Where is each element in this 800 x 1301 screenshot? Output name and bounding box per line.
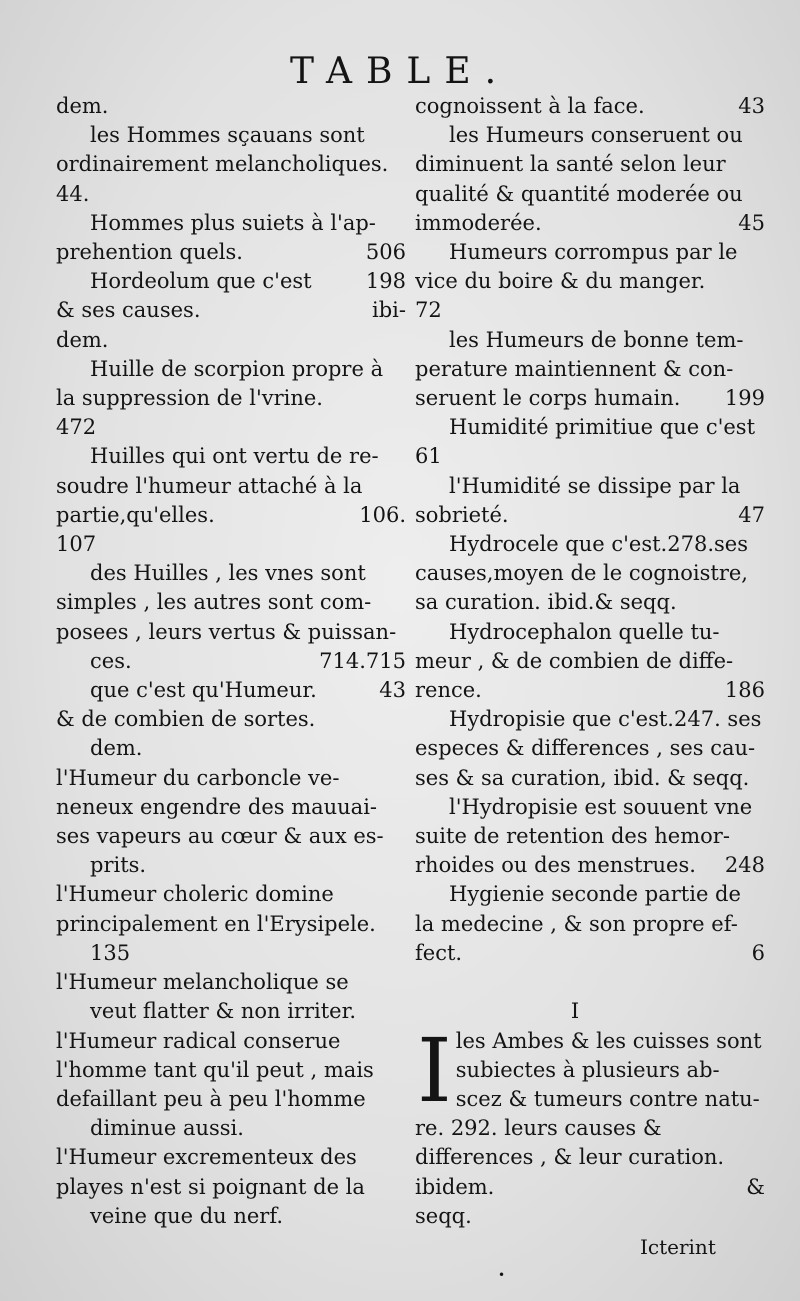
entry-text: prehention quels. — [56, 240, 243, 265]
text-line: ordinairement melancholiques. — [56, 152, 389, 177]
page-ref: 6 — [751, 940, 765, 965]
text-line — [415, 851, 765, 880]
text-line: les Humeurs conseruent ou — [449, 123, 743, 148]
text-line: l'Humeur radical conserue — [56, 1028, 341, 1053]
text-line: especes & differences , ses cau- — [415, 736, 756, 761]
page-ref: 45 — [738, 210, 765, 235]
entry-text: playes n'est si poignant de la — [56, 1174, 365, 1199]
text-line: Humidité primitiue que c'est — [449, 415, 756, 440]
entry-text: ses vapeurs au cœur & aux es- — [56, 824, 384, 849]
text-line: ses & sa curation, ibid. & seqq. — [415, 765, 750, 790]
text-line: les Hommes sçauans sont — [90, 123, 365, 148]
entry-text: & ses causes. — [56, 298, 201, 323]
text-line — [56, 676, 406, 705]
text-line — [56, 968, 406, 997]
entry-text: cognoissent à la face. — [415, 94, 645, 118]
entry-text: que c'est qu'Humeur. — [90, 678, 317, 703]
text-line: des Huilles , les vnes sont — [90, 561, 366, 586]
text-line: 44. — [56, 181, 90, 206]
text-line: l'Humeur excrementeux des — [56, 1145, 357, 1170]
text-line — [56, 1085, 406, 1114]
entry-text: posees , leurs vertus & puissan- — [56, 619, 397, 644]
text-line: meur , & de combien de diffe- — [415, 648, 734, 673]
text-line — [56, 822, 406, 851]
text-line: Huille de scorpion propre à — [90, 356, 384, 381]
text-line: causes,moyen de le cognoistre, — [415, 561, 748, 586]
text-line: 107 — [56, 532, 97, 557]
text-line: prits. — [90, 853, 147, 878]
text-line — [415, 968, 765, 997]
entry-text: defaillant peu à peu l'homme — [56, 1086, 366, 1111]
text-line: Hygienie seconde partie de — [449, 882, 741, 907]
text-line: soudre l'humeur attaché à la — [56, 473, 363, 498]
text-line — [56, 267, 406, 296]
page-ref: & — [746, 1174, 765, 1199]
entry-text: seruent le corps humain. — [415, 386, 681, 411]
page-ref: 106. — [359, 502, 406, 527]
text-line: veut flatter & non irriter. — [90, 999, 356, 1024]
text-line: perature maintiennent & con- — [415, 356, 734, 381]
entry-text: partie,qu'elles. — [56, 502, 215, 527]
text-line — [56, 296, 406, 325]
text-line: & de combien de sortes. — [56, 707, 316, 732]
text-line — [415, 676, 765, 705]
page-ref: 199 — [724, 386, 765, 411]
entry-text: Hordeolum que c'est — [90, 269, 312, 294]
text-line: les Ambes & les cuisses sont — [455, 1028, 762, 1053]
entry-text: fect. — [415, 940, 463, 965]
dropcap-letter: I — [417, 1026, 452, 1115]
text-line: diminue aussi. — [90, 1116, 244, 1141]
text-line: vice du boire & du manger. — [415, 269, 706, 294]
entry-text: l'Humeur melancholique se — [56, 970, 349, 995]
text-line — [415, 1173, 765, 1202]
page-ref: 43 — [379, 678, 406, 703]
dropcap-entry — [415, 1027, 765, 1115]
page-ref: 714.715 — [319, 648, 406, 673]
section-letter: I — [570, 999, 580, 1024]
text-line: 61 — [415, 444, 442, 469]
page-ref: 198 — [365, 269, 406, 294]
text-line: scez & tumeurs contre natu- — [455, 1086, 760, 1111]
text-line — [56, 647, 406, 676]
text-line: dem. — [56, 327, 109, 352]
text-line: veine que du nerf. — [90, 1203, 284, 1228]
text-line: Hommes plus suiets à l'ap- — [90, 210, 376, 235]
text-line — [56, 618, 406, 647]
text-line — [56, 501, 406, 530]
right-column — [415, 92, 765, 1231]
text-line: 135 — [90, 940, 131, 965]
text-line: suite de retention des hemor- — [415, 824, 730, 849]
catchword: Icterint — [640, 1235, 716, 1259]
text-line: l'Humidité se dissipe par la — [449, 473, 741, 498]
text-line: dem. — [90, 736, 143, 761]
left-column — [56, 92, 406, 1231]
text-line: qualité & quantité moderée ou — [415, 181, 743, 206]
text-line: simples , les autres sont com- — [56, 590, 372, 615]
page-ref: 43 — [738, 94, 765, 118]
page-header: TABLE. — [289, 51, 511, 92]
page-ref: 186 — [724, 678, 765, 703]
page-ref: 248 — [724, 853, 765, 878]
text-line: dem. — [56, 94, 109, 118]
text-line — [415, 501, 765, 530]
text-line — [415, 92, 765, 121]
text-line — [56, 238, 406, 267]
entry-text: immoderée. — [415, 210, 542, 235]
text-line — [415, 939, 765, 968]
text-line: Hydropisie que c'est.247. ses — [449, 707, 762, 732]
text-line: principalement en l'Erysipele. — [56, 911, 376, 936]
page-ref: 47 — [738, 502, 765, 527]
text-line: sa curation. ibid.& seqq. — [415, 590, 677, 615]
entry-text: rhoides ou des menstrues. — [415, 853, 696, 878]
text-line: re. 292. leurs causes & — [415, 1116, 662, 1141]
text-line: l'Hydropisie est souuent vne — [449, 794, 753, 819]
text-line — [415, 209, 765, 238]
text-line — [415, 384, 765, 413]
text-line: 472 — [56, 415, 97, 440]
page-ref: 506 — [365, 240, 406, 265]
text-line: Humeurs corrompus par le — [449, 240, 738, 265]
text-line: 72 — [415, 298, 442, 323]
text-line: l'Humeur du carboncle ve- — [56, 765, 340, 790]
text-line — [56, 1173, 406, 1202]
entry-text: sobrieté. — [415, 502, 509, 527]
page-mark: • — [498, 1268, 506, 1282]
entry-text: ibidem. — [415, 1174, 495, 1199]
text-line: Hydrocele que c'est.278.ses — [449, 532, 748, 557]
entry-text: ces. — [90, 648, 132, 673]
text-line: Huilles qui ont vertu de re- — [90, 444, 379, 469]
text-line: Hydrocephalon quelle tu- — [449, 619, 720, 644]
text-line: seqq. — [415, 1203, 472, 1228]
page-ref: ibi- — [372, 298, 406, 323]
text-line: l'Humeur choleric domine — [56, 882, 334, 907]
text-line: la medecine , & son propre ef- — [415, 911, 738, 936]
text-line: neneux engendre des mauuai- — [56, 794, 378, 819]
text-line: subiectes à plusieurs ab- — [455, 1057, 720, 1082]
text-line: la suppression de l'vrine. — [56, 386, 323, 411]
text-line: differences , & leur curation. — [415, 1145, 725, 1170]
entry-text: rence. — [415, 678, 482, 703]
text-line: les Humeurs de bonne tem- — [449, 327, 744, 352]
text-line: diminuent la santé selon leur — [415, 152, 726, 177]
text-line: l'homme tant qu'il peut , mais — [56, 1057, 374, 1082]
